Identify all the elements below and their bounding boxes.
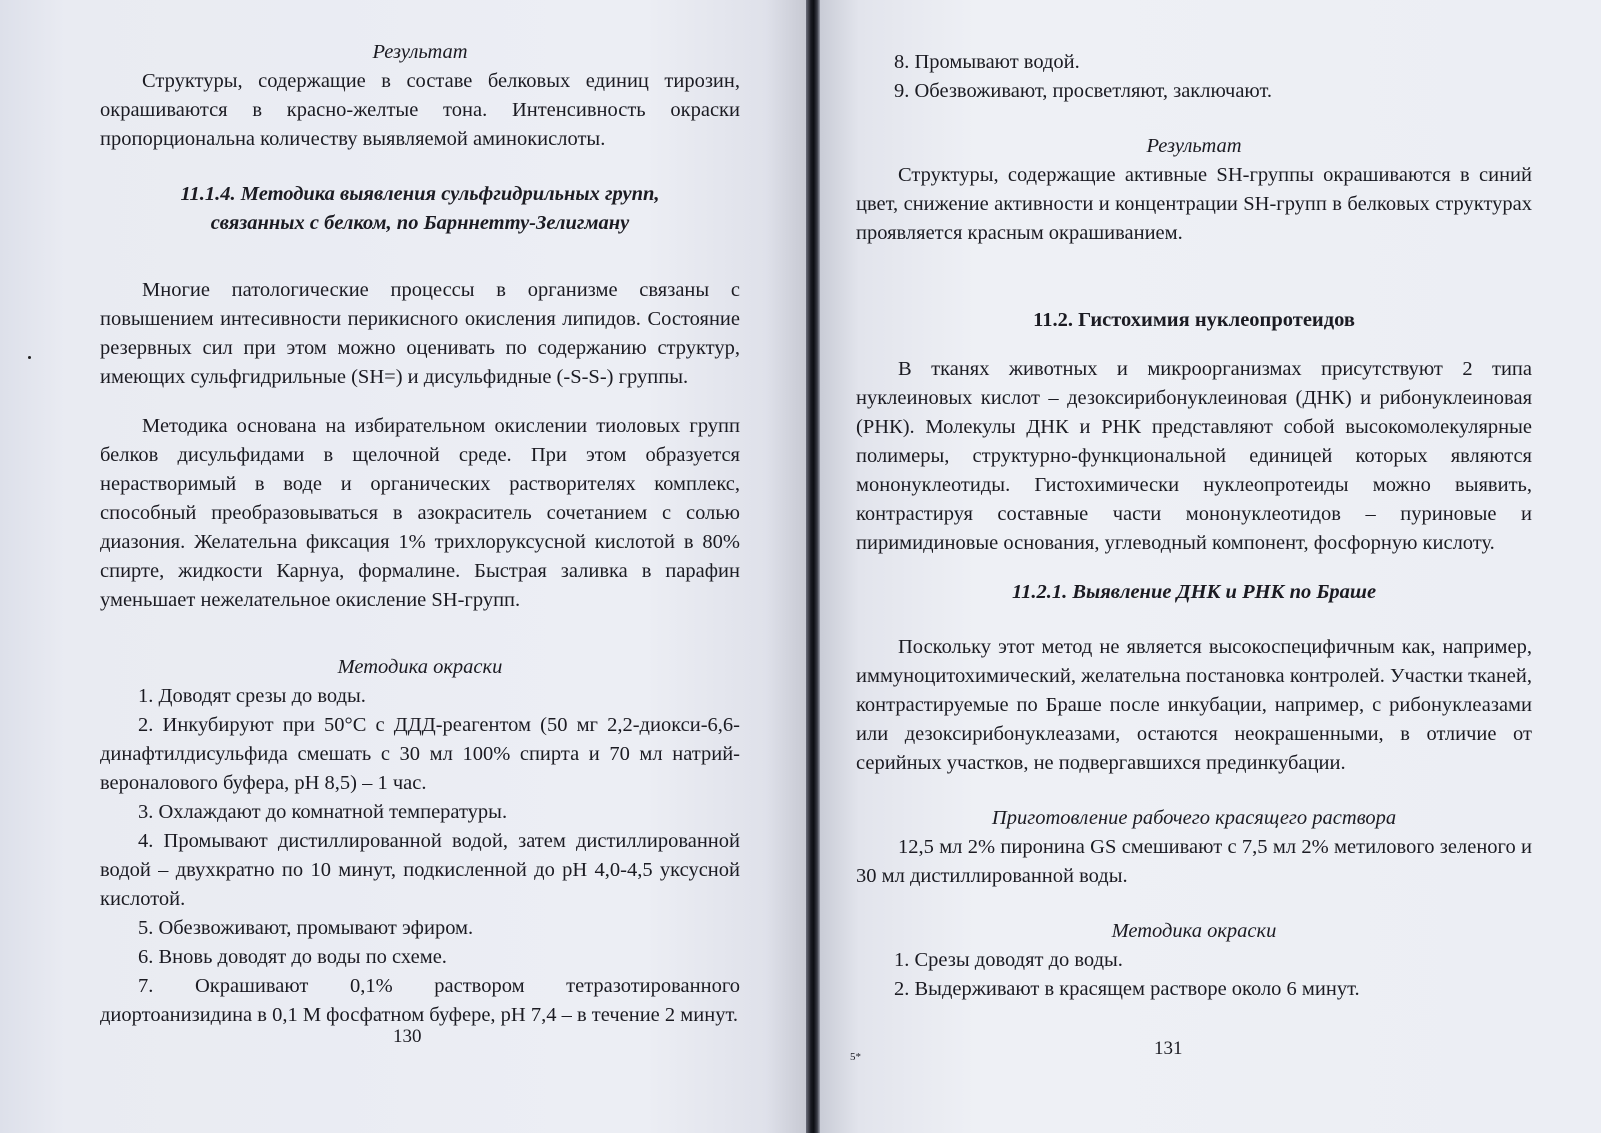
result-paragraph: Структуры, содержащие в составе белковых единиц тирозин, окрашиваются в красно-желтые тона. Интенсивность окраски пропорциональна количеству выявляемой аминокислоты. — [100, 70, 740, 150]
method-step: 4. Промывают дистиллированной водой, затем дистиллированной водой – двухкратно по 10 минут, подкисленной до pH 4,0-4,5 уксусной кислотой. — [100, 830, 740, 910]
subsection-title: 11.2.1. Выявление ДНК и РНК по Браше — [1011, 581, 1377, 603]
section-title-line-2: связанных с белком, по Барннетту-Зелигману — [210, 212, 630, 234]
book-gutter — [806, 0, 820, 1133]
method-step: 7. Окрашивают 0,1% раствором тетразотированного диортоанизидина в 0,1 М фосфатном буфере, pH 7,4 – в течение 2 минут. — [100, 975, 740, 1026]
left-page-text-column — [100, 38, 740, 1030]
method-step: 2. Выдерживают в красящем растворе около 6 минут. — [894, 978, 1360, 1000]
intro-paragraph: Многие патологические процессы в организме связаны с повышением интесивности перикисного окисления липидов. Состояние резервных сил при этом можно оценивать по содержанию структур, имеющих сульфгидрильные (SH=) и дисульфидные (-S-S-) группы. — [100, 279, 740, 388]
method-step: 2. Инкубируют при 50°С с ДДД-реагентом (50 мг 2,2-диокси-6,6-динафтилдисульфида смешать с 30 мл 100% спирта и 70 мл натрий-вероналового буфера, pH 8,5) – 1 час. — [100, 714, 740, 794]
right-page-text-column — [856, 48, 1532, 1004]
method-step: 9. Обезвоживают, просветляют, заключают. — [894, 80, 1273, 102]
section-title: 11.2. Гистохимия нуклеопротеидов — [1033, 309, 1355, 331]
method-step: 1. Срезы доводят до воды. — [894, 949, 1123, 971]
method-step: 3. Охлаждают до комнатной температуры. — [138, 801, 508, 823]
method-step: 1. Доводят срезы до воды. — [138, 685, 366, 707]
result-heading: Результат — [1146, 135, 1242, 157]
staining-method-heading: Методика окраски — [1111, 920, 1277, 942]
result-heading: Результат — [372, 41, 468, 63]
nucleic-acids-paragraph: В тканях животных и микроорганизмах присутствуют 2 типа нуклеиновых кислот – дезоксирибонуклеиновая (ДНК) и рибонуклеиновая (РНК). Молекулы ДНК и РНК представляют собой высокомолекулярные полимеры, структурно-функциональной единицей которых являются мононуклеотиды. Гистохимически нуклеопротеиды можно выявить, контрастируя составные части мононуклеотидов – пуриновые и пиримидиновые основания, углеводный компонент, фосфорную кислоту. — [856, 358, 1532, 554]
page-number: 130 — [393, 1026, 422, 1047]
method-basis-paragraph: Методика основана на избирательном окислении тиоловых групп белков дисульфидами в щелочной среде. При этом образуется нерастворимый в воде и органических растворителях комплекс, способный преобразовываться в азокраситель сочетанием с солью диазония. Желательна фиксация 1% трихлоруксусной кислотой в 80% спирте, жидкости Карнуа, формалине. Быстрая заливка в парафин уменьшает нежелательное окисление SH-групп. — [100, 415, 740, 611]
signature-mark: 5* — [850, 1051, 861, 1063]
solution-prep-heading: Приготовление рабочего красящего раствора — [991, 807, 1397, 829]
method-step: 6. Вновь доводят до воды по схеме. — [138, 946, 447, 968]
staining-method-heading: Методика окраски — [337, 656, 503, 678]
method-step: 8. Промывают водой. — [894, 51, 1080, 73]
print-speck — [28, 356, 31, 359]
result-paragraph: Структуры, содержащие активные SH-группы окрашиваются в синий цвет, снижение активности и концентрации SH-групп в белковых структурах проявляется красным окрашиванием. — [856, 164, 1532, 244]
section-title-line-1: 11.1.4. Методика выявления сульфгидрильных групп, — [180, 183, 660, 205]
controls-paragraph: Поскольку этот метод не является высокоспецифичным как, например, иммуноцитохимический, желательна постановка контролей. Участки тканей, контрастируемые по Браше после инкубации, например, с рибонуклеазами или дезоксирибонуклеазами, остаются неокрашенными, в отличие от серийных участков, не подвергавшихся прединкубации. — [856, 636, 1532, 774]
method-step: 5. Обезвоживают, промывают эфиром. — [138, 917, 474, 939]
page-number: 131 — [1154, 1038, 1183, 1059]
right-page — [820, 0, 1601, 1133]
solution-prep-paragraph: 12,5 мл 2% пиронина GS смешивают с 7,5 мл 2% метилового зеленого и 30 мл дистиллированной воды. — [856, 836, 1532, 887]
